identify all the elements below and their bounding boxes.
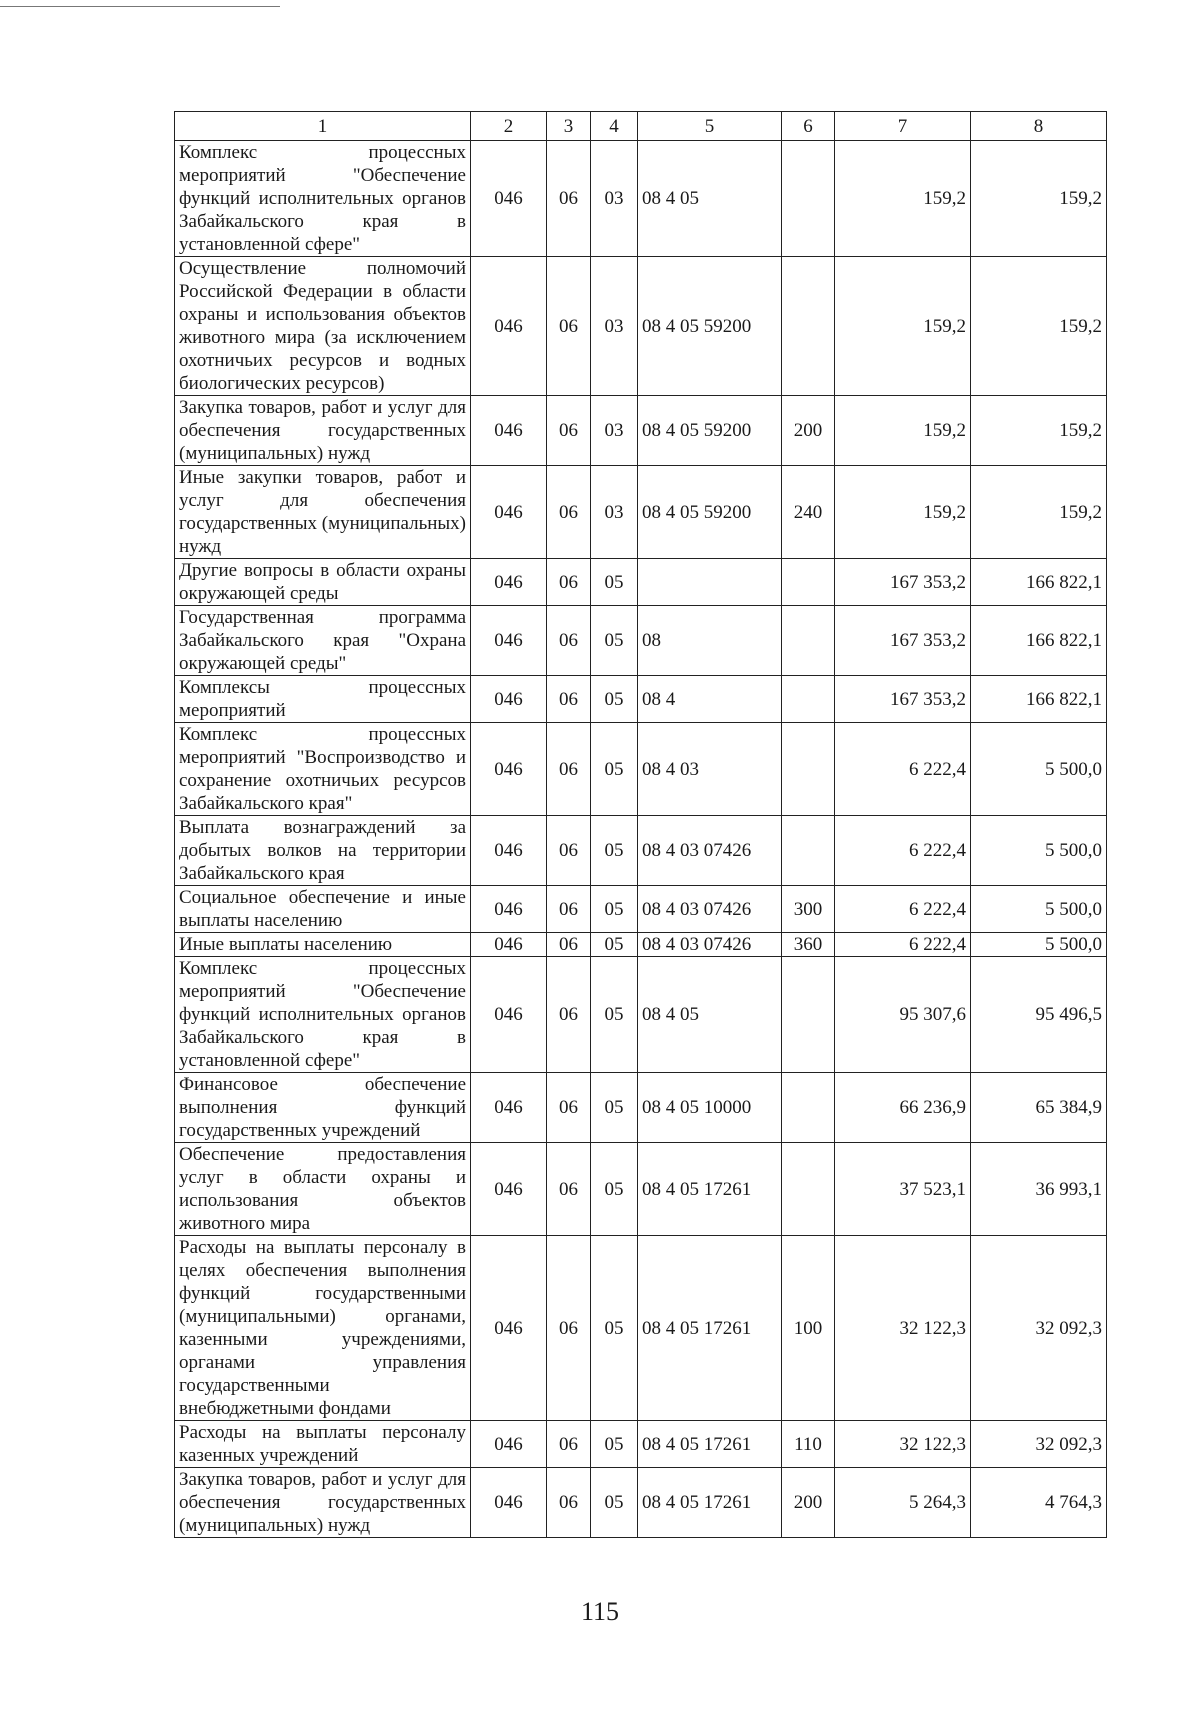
table-row xyxy=(175,466,1107,559)
row-section: 06 xyxy=(547,957,591,1073)
row-target-article: 08 4 05 xyxy=(638,141,782,257)
row-amount-1: 5 264,3 xyxy=(835,1468,971,1538)
row-expense-type xyxy=(782,606,835,676)
header-row xyxy=(175,112,1107,141)
row-expense-type: 200 xyxy=(782,1468,835,1538)
row-target-article: 08 4 05 17261 xyxy=(638,1143,782,1236)
header-col-4: 4 xyxy=(591,112,638,141)
row-target-article: 08 xyxy=(638,606,782,676)
row-target-article: 08 4 xyxy=(638,676,782,723)
row-name: Комплексы процессных мероприятий xyxy=(175,676,471,723)
row-section: 06 xyxy=(547,396,591,466)
header-col-6: 6 xyxy=(782,112,835,141)
row-subsection: 05 xyxy=(591,723,638,816)
table-row xyxy=(175,676,1107,723)
row-expense-type: 110 xyxy=(782,1421,835,1468)
row-amount-2: 159,2 xyxy=(971,257,1107,396)
header-col-1: 1 xyxy=(175,112,471,141)
row-expense-type xyxy=(782,1073,835,1143)
row-amount-1: 159,2 xyxy=(835,466,971,559)
header-col-8: 8 xyxy=(971,112,1107,141)
row-section: 06 xyxy=(547,1073,591,1143)
table-row xyxy=(175,1236,1107,1421)
row-amount-1: 95 307,6 xyxy=(835,957,971,1073)
table-row xyxy=(175,723,1107,816)
header-col-7: 7 xyxy=(835,112,971,141)
table-row xyxy=(175,816,1107,886)
row-subsection: 03 xyxy=(591,257,638,396)
row-subsection: 03 xyxy=(591,466,638,559)
row-amount-1: 159,2 xyxy=(835,257,971,396)
row-expense-type xyxy=(782,1143,835,1236)
row-amount-2: 4 764,3 xyxy=(971,1468,1107,1538)
table-row xyxy=(175,1143,1107,1236)
row-ministry-code: 046 xyxy=(471,396,547,466)
header-col-5: 5 xyxy=(638,112,782,141)
row-section: 06 xyxy=(547,1421,591,1468)
row-amount-2: 159,2 xyxy=(971,396,1107,466)
row-target-article: 08 4 03 07426 xyxy=(638,933,782,957)
table-row xyxy=(175,933,1107,957)
row-name: Закупка товаров, работ и услуг для обеспечения государственных (муниципальных) нужд xyxy=(175,396,471,466)
row-subsection: 05 xyxy=(591,957,638,1073)
row-target-article: 08 4 03 07426 xyxy=(638,816,782,886)
row-amount-1: 167 353,2 xyxy=(835,676,971,723)
table-row xyxy=(175,1421,1107,1468)
row-amount-1: 37 523,1 xyxy=(835,1143,971,1236)
row-amount-1: 6 222,4 xyxy=(835,933,971,957)
row-name: Закупка товаров, работ и услуг для обеспечения государственных (муниципальных) нужд xyxy=(175,1468,471,1538)
row-name: Осуществление полномочий Российской Федерации в области охраны и использования объектов животного мира (за исключением охотничьих ресурсов и водных биологических ресурсов) xyxy=(175,257,471,396)
row-ministry-code: 046 xyxy=(471,257,547,396)
row-name: Расходы на выплаты персоналу в целях обеспечения выполнения функций государственными (муниципальными) органами, казенными учреждениями, органами управления государственными внебюджетными фондами xyxy=(175,1236,471,1421)
row-ministry-code: 046 xyxy=(471,606,547,676)
row-expense-type xyxy=(782,559,835,606)
row-ministry-code: 046 xyxy=(471,1236,547,1421)
row-subsection: 05 xyxy=(591,1236,638,1421)
table-row xyxy=(175,559,1107,606)
row-target-article: 08 4 03 xyxy=(638,723,782,816)
row-amount-2: 65 384,9 xyxy=(971,1073,1107,1143)
row-target-article: 08 4 05 10000 xyxy=(638,1073,782,1143)
table-row xyxy=(175,606,1107,676)
row-name: Обеспечение предоставления услуг в области охраны и использования объектов животного мира xyxy=(175,1143,471,1236)
row-target-article: 08 4 05 17261 xyxy=(638,1421,782,1468)
table-row xyxy=(175,957,1107,1073)
header-col-3: 3 xyxy=(547,112,591,141)
row-target-article: 08 4 05 17261 xyxy=(638,1468,782,1538)
row-expense-type: 200 xyxy=(782,396,835,466)
row-section: 06 xyxy=(547,606,591,676)
row-amount-1: 167 353,2 xyxy=(835,559,971,606)
row-amount-2: 5 500,0 xyxy=(971,723,1107,816)
row-amount-2: 159,2 xyxy=(971,141,1107,257)
row-amount-2: 166 822,1 xyxy=(971,676,1107,723)
row-name: Иные закупки товаров, работ и услуг для обеспечения государственных (муниципальных) нужд xyxy=(175,466,471,559)
row-name: Иные выплаты населению xyxy=(175,933,471,957)
row-amount-2: 5 500,0 xyxy=(971,886,1107,933)
row-subsection: 05 xyxy=(591,1468,638,1538)
row-amount-1: 32 122,3 xyxy=(835,1236,971,1421)
row-target-article xyxy=(638,559,782,606)
row-target-article: 08 4 05 59200 xyxy=(638,466,782,559)
row-target-article: 08 4 05 17261 xyxy=(638,1236,782,1421)
row-expense-type: 300 xyxy=(782,886,835,933)
row-section: 06 xyxy=(547,559,591,606)
row-amount-2: 32 092,3 xyxy=(971,1421,1107,1468)
row-section: 06 xyxy=(547,1143,591,1236)
row-expense-type xyxy=(782,723,835,816)
row-name: Расходы на выплаты персоналу казенных учреждений xyxy=(175,1421,471,1468)
row-expense-type xyxy=(782,141,835,257)
page-number: 115 xyxy=(580,1597,620,1626)
row-section: 06 xyxy=(547,1236,591,1421)
row-subsection: 05 xyxy=(591,1073,638,1143)
row-ministry-code: 046 xyxy=(471,933,547,957)
table-row xyxy=(175,1468,1107,1538)
row-subsection: 05 xyxy=(591,816,638,886)
row-amount-2: 95 496,5 xyxy=(971,957,1107,1073)
row-ministry-code: 046 xyxy=(471,1073,547,1143)
table-row xyxy=(175,1073,1107,1143)
row-amount-2: 5 500,0 xyxy=(971,816,1107,886)
row-section: 06 xyxy=(547,141,591,257)
row-section: 06 xyxy=(547,933,591,957)
table-row xyxy=(175,396,1107,466)
row-ministry-code: 046 xyxy=(471,1143,547,1236)
row-target-article: 08 4 05 59200 xyxy=(638,257,782,396)
row-amount-2: 32 092,3 xyxy=(971,1236,1107,1421)
row-name: Государственная программа Забайкальского края "Охрана окружающей среды" xyxy=(175,606,471,676)
row-ministry-code: 046 xyxy=(471,559,547,606)
row-section: 06 xyxy=(547,816,591,886)
row-amount-2: 5 500,0 xyxy=(971,933,1107,957)
row-amount-2: 166 822,1 xyxy=(971,606,1107,676)
row-subsection: 05 xyxy=(591,1143,638,1236)
row-ministry-code: 046 xyxy=(471,676,547,723)
row-expense-type xyxy=(782,257,835,396)
scan-edge-line xyxy=(0,6,280,7)
row-ministry-code: 046 xyxy=(471,816,547,886)
row-target-article: 08 4 03 07426 xyxy=(638,886,782,933)
row-ministry-code: 046 xyxy=(471,466,547,559)
row-subsection: 03 xyxy=(591,396,638,466)
row-name: Комплекс процессных мероприятий "Обеспечение функций исполнительных органов Забайкальского края в установленной сфере" xyxy=(175,957,471,1073)
row-expense-type: 360 xyxy=(782,933,835,957)
row-amount-1: 6 222,4 xyxy=(835,723,971,816)
row-expense-type: 240 xyxy=(782,466,835,559)
row-subsection: 05 xyxy=(591,886,638,933)
row-target-article: 08 4 05 xyxy=(638,957,782,1073)
row-section: 06 xyxy=(547,257,591,396)
row-name: Комплекс процессных мероприятий "Воспроизводство и сохранение охотничьих ресурсов Забайкальского края" xyxy=(175,723,471,816)
row-subsection: 03 xyxy=(591,141,638,257)
row-name: Выплата вознаграждений за добытых волков на территории Забайкальского края xyxy=(175,816,471,886)
row-expense-type: 100 xyxy=(782,1236,835,1421)
row-amount-1: 159,2 xyxy=(835,141,971,257)
table-row xyxy=(175,141,1107,257)
row-amount-2: 166 822,1 xyxy=(971,559,1107,606)
row-amount-1: 66 236,9 xyxy=(835,1073,971,1143)
row-amount-1: 6 222,4 xyxy=(835,816,971,886)
row-ministry-code: 046 xyxy=(471,1421,547,1468)
row-expense-type xyxy=(782,816,835,886)
row-ministry-code: 046 xyxy=(471,141,547,257)
row-subsection: 05 xyxy=(591,606,638,676)
row-ministry-code: 046 xyxy=(471,1468,547,1538)
row-ministry-code: 046 xyxy=(471,957,547,1073)
row-section: 06 xyxy=(547,1468,591,1538)
row-section: 06 xyxy=(547,723,591,816)
row-amount-1: 32 122,3 xyxy=(835,1421,971,1468)
row-expense-type xyxy=(782,676,835,723)
row-subsection: 05 xyxy=(591,676,638,723)
header-col-2: 2 xyxy=(471,112,547,141)
row-expense-type xyxy=(782,957,835,1073)
row-amount-1: 167 353,2 xyxy=(835,606,971,676)
table-row xyxy=(175,257,1107,396)
row-section: 06 xyxy=(547,676,591,723)
row-amount-2: 36 993,1 xyxy=(971,1143,1107,1236)
table-row xyxy=(175,886,1107,933)
row-name: Другие вопросы в области охраны окружающей среды xyxy=(175,559,471,606)
row-target-article: 08 4 05 59200 xyxy=(638,396,782,466)
row-subsection: 05 xyxy=(591,559,638,606)
row-subsection: 05 xyxy=(591,933,638,957)
row-name: Социальное обеспечение и иные выплаты населению xyxy=(175,886,471,933)
row-section: 06 xyxy=(547,466,591,559)
row-name: Комплекс процессных мероприятий "Обеспечение функций исполнительных органов Забайкальского края в установленной сфере" xyxy=(175,141,471,257)
budget-table xyxy=(174,111,1107,1538)
row-ministry-code: 046 xyxy=(471,723,547,816)
row-amount-1: 159,2 xyxy=(835,396,971,466)
row-amount-2: 159,2 xyxy=(971,466,1107,559)
row-subsection: 05 xyxy=(591,1421,638,1468)
row-name: Финансовое обеспечение выполнения функций государственных учреждений xyxy=(175,1073,471,1143)
row-amount-1: 6 222,4 xyxy=(835,886,971,933)
row-ministry-code: 046 xyxy=(471,886,547,933)
row-section: 06 xyxy=(547,886,591,933)
